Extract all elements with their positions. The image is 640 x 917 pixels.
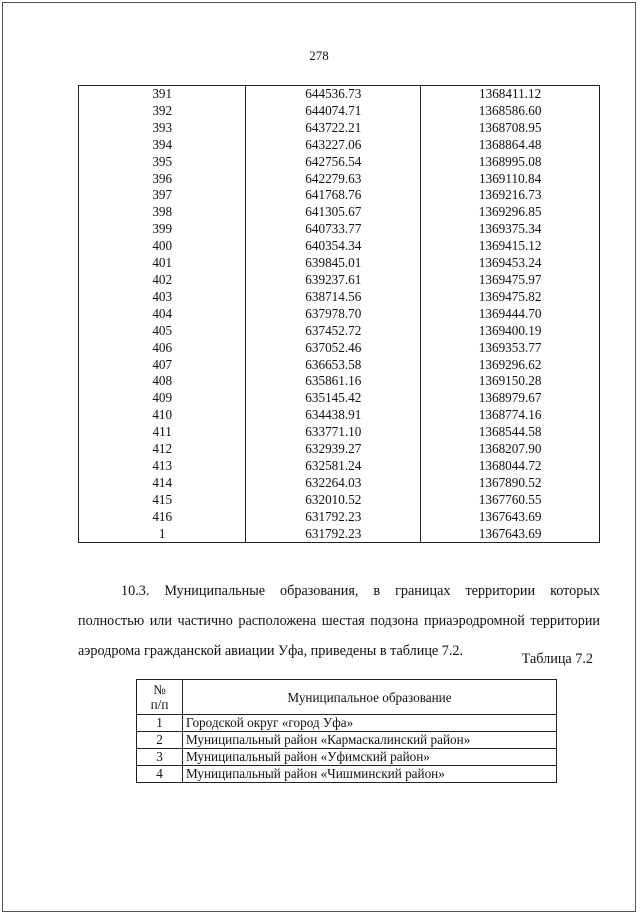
- x-coordinate-cell: 639237.61: [246, 272, 421, 289]
- y-coordinate-cell: 1369353.77: [421, 340, 600, 357]
- point-number-cell: 401: [79, 255, 246, 272]
- table-row: [79, 373, 600, 390]
- table-row: [79, 137, 600, 154]
- y-coordinate-cell: 1369444.70: [421, 306, 600, 323]
- y-coordinate-cell: 1369453.24: [421, 255, 600, 272]
- header-number-symbol: №: [153, 682, 166, 697]
- point-number-cell: 416: [79, 509, 246, 526]
- table-row: [79, 424, 600, 441]
- x-coordinate-cell: 631792.23: [246, 526, 421, 543]
- y-coordinate-cell: 1368044.72: [421, 458, 600, 475]
- table-row: [79, 103, 600, 120]
- table-row: [79, 171, 600, 188]
- x-coordinate-cell: 632010.52: [246, 492, 421, 509]
- header-number-abbr: п/п: [150, 697, 169, 712]
- table-row: [79, 509, 600, 526]
- x-coordinate-cell: 644074.71: [246, 103, 421, 120]
- table-row: [79, 357, 600, 374]
- table-caption: Таблица 7.2: [521, 651, 593, 667]
- coordinates-table: [78, 85, 600, 543]
- x-coordinate-cell: 640733.77: [246, 221, 421, 238]
- table-row: [79, 458, 600, 475]
- row-number-cell: 2: [137, 732, 183, 749]
- x-coordinate-cell: 634438.91: [246, 407, 421, 424]
- y-coordinate-cell: 1368864.48: [421, 137, 600, 154]
- y-coordinate-cell: 1369375.34: [421, 221, 600, 238]
- table-row: [137, 715, 557, 732]
- x-coordinate-cell: 643722.21: [246, 120, 421, 137]
- table-row: [79, 289, 600, 306]
- x-coordinate-cell: 635145.42: [246, 390, 421, 407]
- x-coordinate-cell: 637452.72: [246, 323, 421, 340]
- point-number-cell: 398: [79, 204, 246, 221]
- point-number-cell: 394: [79, 137, 246, 154]
- y-coordinate-cell: 1369296.62: [421, 357, 600, 374]
- y-coordinate-cell: 1368544.58: [421, 424, 600, 441]
- municipal-table: [136, 679, 557, 783]
- point-number-cell: 406: [79, 340, 246, 357]
- point-number-cell: 407: [79, 357, 246, 374]
- table-row: [79, 272, 600, 289]
- point-number-cell: 409: [79, 390, 246, 407]
- point-number-cell: 412: [79, 441, 246, 458]
- table-row: [79, 526, 600, 543]
- table-row: [79, 221, 600, 238]
- point-number-cell: 414: [79, 475, 246, 492]
- table-row: [79, 306, 600, 323]
- table-row: [79, 120, 600, 137]
- table-row: [79, 86, 600, 103]
- x-coordinate-cell: 632581.24: [246, 458, 421, 475]
- table-row: [79, 340, 600, 357]
- table-row: [79, 154, 600, 171]
- y-coordinate-cell: 1369296.85: [421, 204, 600, 221]
- table-row: [79, 323, 600, 340]
- table-row: [79, 255, 600, 272]
- y-coordinate-cell: 1367760.55: [421, 492, 600, 509]
- y-coordinate-cell: 1368708.95: [421, 120, 600, 137]
- point-number-cell: 396: [79, 171, 246, 188]
- point-number-cell: 399: [79, 221, 246, 238]
- row-number-cell: 1: [137, 715, 183, 732]
- x-coordinate-cell: 632264.03: [246, 475, 421, 492]
- header-number: [137, 680, 183, 715]
- y-coordinate-cell: 1369110.84: [421, 171, 600, 188]
- table-row: [137, 766, 557, 783]
- x-coordinate-cell: 637978.70: [246, 306, 421, 323]
- point-number-cell: 402: [79, 272, 246, 289]
- y-coordinate-cell: 1368586.60: [421, 103, 600, 120]
- y-coordinate-cell: 1367643.69: [421, 509, 600, 526]
- y-coordinate-cell: 1368411.12: [421, 86, 600, 103]
- point-number-cell: 405: [79, 323, 246, 340]
- point-number-cell: 397: [79, 187, 246, 204]
- point-number-cell: 391: [79, 86, 246, 103]
- municipal-table-header: [137, 680, 557, 715]
- table-row: [79, 441, 600, 458]
- point-number-cell: 415: [79, 492, 246, 509]
- x-coordinate-cell: 636653.58: [246, 357, 421, 374]
- x-coordinate-cell: 631792.23: [246, 509, 421, 526]
- coordinates-table-body: [79, 86, 600, 543]
- x-coordinate-cell: 638714.56: [246, 289, 421, 306]
- y-coordinate-cell: 1368774.16: [421, 407, 600, 424]
- page-number: 278: [309, 48, 329, 63]
- table-row: [79, 390, 600, 407]
- y-coordinate-cell: 1369475.97: [421, 272, 600, 289]
- municipality-name-cell: Муниципальный район «Уфимский район»: [183, 749, 557, 766]
- table-row: [79, 407, 600, 424]
- y-coordinate-cell: 1369150.28: [421, 373, 600, 390]
- point-number-cell: 404: [79, 306, 246, 323]
- x-coordinate-cell: 632939.27: [246, 441, 421, 458]
- y-coordinate-cell: 1369475.82: [421, 289, 600, 306]
- x-coordinate-cell: 640354.34: [246, 238, 421, 255]
- row-number-cell: 4: [137, 766, 183, 783]
- x-coordinate-cell: 635861.16: [246, 373, 421, 390]
- y-coordinate-cell: 1368979.67: [421, 390, 600, 407]
- row-number-cell: 3: [137, 749, 183, 766]
- y-coordinate-cell: 1369415.12: [421, 238, 600, 255]
- table-row: [79, 187, 600, 204]
- point-number-cell: 410: [79, 407, 246, 424]
- x-coordinate-cell: 644536.73: [246, 86, 421, 103]
- y-coordinate-cell: 1368207.90: [421, 441, 600, 458]
- document-page: [2, 2, 636, 912]
- x-coordinate-cell: 637052.46: [246, 340, 421, 357]
- x-coordinate-cell: 639845.01: [246, 255, 421, 272]
- point-number-cell: 408: [79, 373, 246, 390]
- point-number-cell: 400: [79, 238, 246, 255]
- x-coordinate-cell: 642279.63: [246, 171, 421, 188]
- point-number-cell: 403: [79, 289, 246, 306]
- table-row: [137, 749, 557, 766]
- x-coordinate-cell: 643227.06: [246, 137, 421, 154]
- municipality-name-cell: Муниципальный район «Кармаскалинский район»: [183, 732, 557, 749]
- y-coordinate-cell: 1367643.69: [421, 526, 600, 543]
- y-coordinate-cell: 1367890.52: [421, 475, 600, 492]
- y-coordinate-cell: 1368995.08: [421, 154, 600, 171]
- point-number-cell: 392: [79, 103, 246, 120]
- table-row: [79, 492, 600, 509]
- x-coordinate-cell: 633771.10: [246, 424, 421, 441]
- header-name: Муниципальное образование: [183, 680, 557, 715]
- table-row: [79, 238, 600, 255]
- x-coordinate-cell: 641305.67: [246, 204, 421, 221]
- point-number-cell: 393: [79, 120, 246, 137]
- municipality-name-cell: Городской округ «город Уфа»: [183, 715, 557, 732]
- point-number-cell: 1: [79, 526, 246, 543]
- table-row: [79, 204, 600, 221]
- point-number-cell: 395: [79, 154, 246, 171]
- x-coordinate-cell: 642756.54: [246, 154, 421, 171]
- point-number-cell: 413: [79, 458, 246, 475]
- y-coordinate-cell: 1369400.19: [421, 323, 600, 340]
- municipality-name-cell: Муниципальный район «Чишминский район»: [183, 766, 557, 783]
- municipal-table-body: [137, 715, 557, 783]
- x-coordinate-cell: 641768.76: [246, 187, 421, 204]
- table-row: [79, 475, 600, 492]
- point-number-cell: 411: [79, 424, 246, 441]
- y-coordinate-cell: 1369216.73: [421, 187, 600, 204]
- table-row: [137, 732, 557, 749]
- section-paragraph: 10.3. Муниципальные образования, в границах территории которых полностью или частично расположена шестая подзона приаэродромной территории аэродрома гражданской авиации Уфа, приведены в таблице 7.2.: [78, 583, 600, 659]
